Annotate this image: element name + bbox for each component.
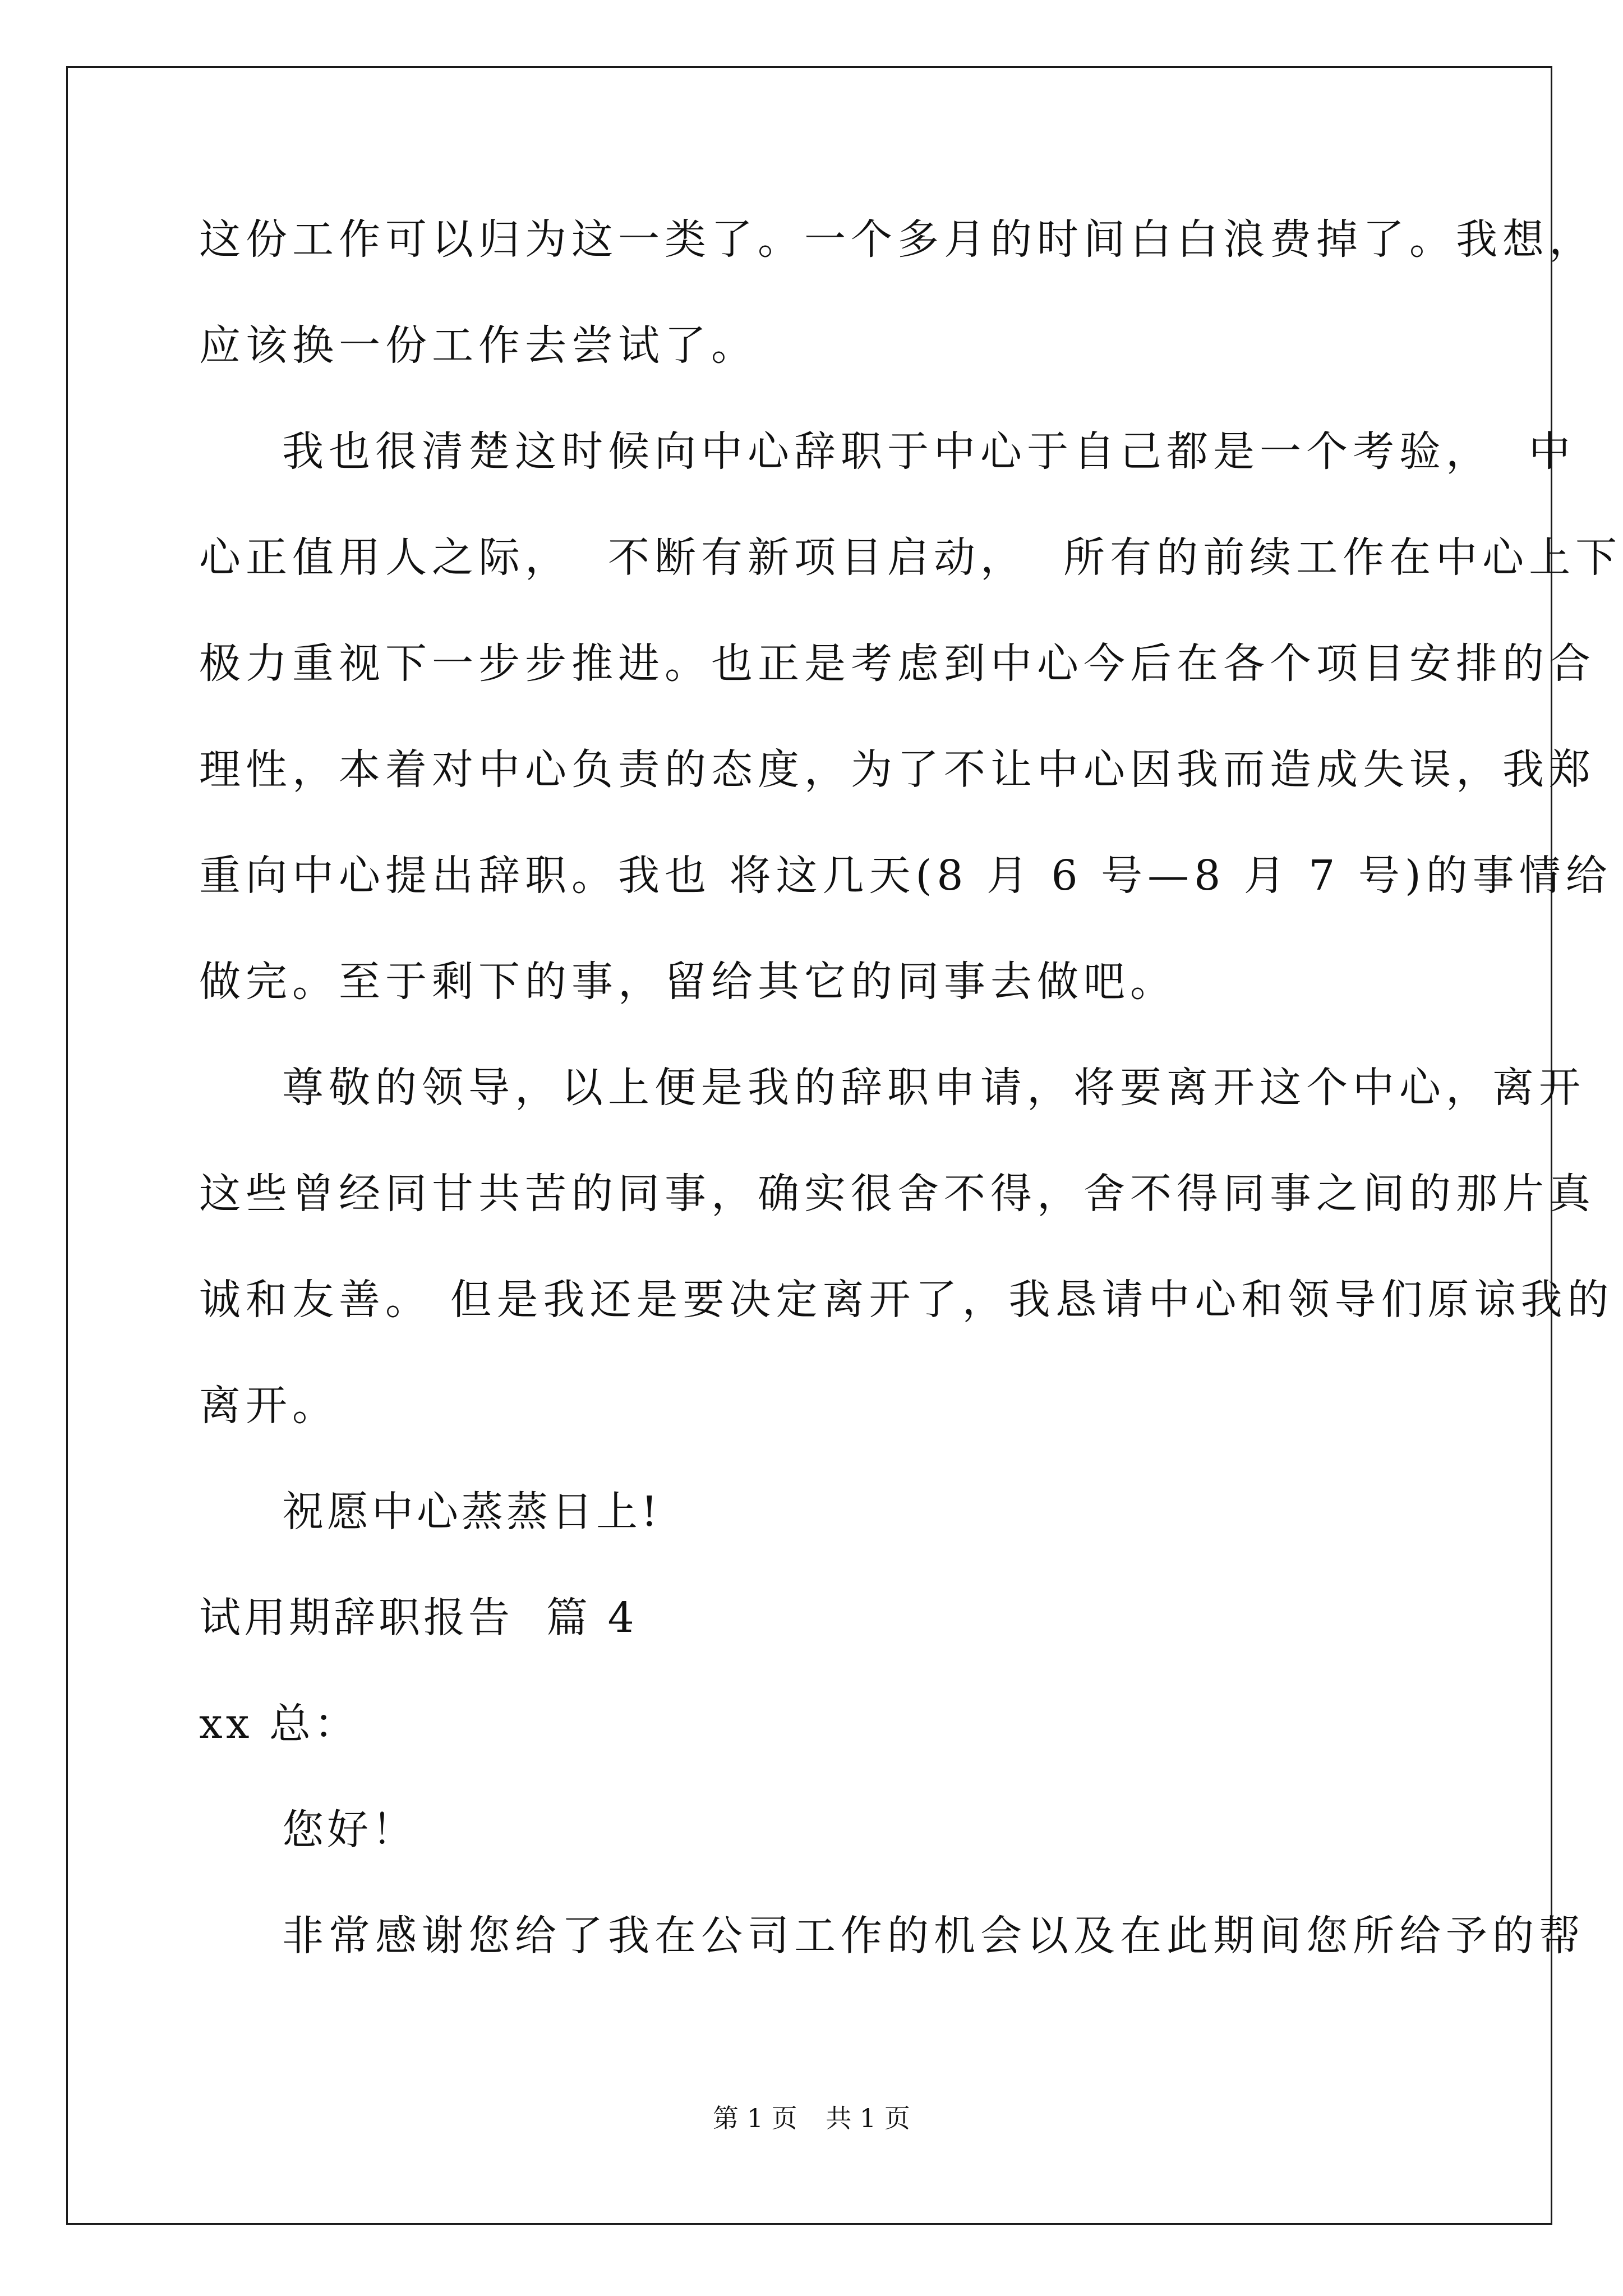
paragraph-line: 离开。 — [199, 1382, 339, 1430]
page-footer — [0, 2098, 1623, 2135]
document-body — [199, 213, 1622, 2016]
paragraph-line: 这份工作可以归为这一类了。一个多月的时间白白浪费掉了。我想， — [199, 215, 1596, 264]
page-total: 共 1 页 — [826, 2103, 910, 2133]
paragraph-line: 理性，本着对中心负责的态度，为了不让中心因我而造成失误，我郑 — [199, 746, 1596, 794]
section-heading: 试用期辞职报告 篇 4 — [199, 1594, 638, 1642]
paragraph-line: 心正值用人之际， 不断有新项目启动， 所有的前续工作在中心上下 — [199, 533, 1622, 582]
paragraph-line: 重向中心提出辞职。我也 将这几天(8 月 6 号—8 月 7 号)的事情给 — [199, 852, 1612, 900]
paragraph-line: 诚和友善。 但是我还是要决定离开了，我恳请中心和领导们原谅我的 — [199, 1276, 1614, 1324]
paragraph-line: 极力重视下一步步推进。也正是考虑到中心今后在各个项目安排的合 — [199, 639, 1596, 688]
paragraph-line: 这些曾经同甘共苦的同事，确实很舍不得，舍不得同事之间的那片真 — [199, 1170, 1596, 1218]
salutation: xx 总： — [199, 1700, 359, 1748]
page-number: 第 1 页 — [713, 2103, 797, 2133]
paragraph-line: 做完。至于剩下的事，留给其它的同事去做吧。 — [199, 958, 1177, 1006]
paragraph-line: 尊敬的领导，以上便是我的辞职申请，将要离开这个中心，离开 — [282, 1064, 1585, 1112]
greeting: 您好！ — [282, 1806, 417, 1854]
paragraph-line: 我也很清楚这时候向中心辞职于中心于自己都是一个考验， 中 — [282, 427, 1576, 476]
paragraph-line: 非常感谢您给了我在公司工作的机会以及在此期间您所给予的帮 — [282, 1912, 1585, 1960]
closing-wish: 祝愿中心蒸蒸日上! — [282, 1488, 661, 1536]
paragraph-line: 应该换一份工作去尝试了。 — [199, 321, 758, 370]
